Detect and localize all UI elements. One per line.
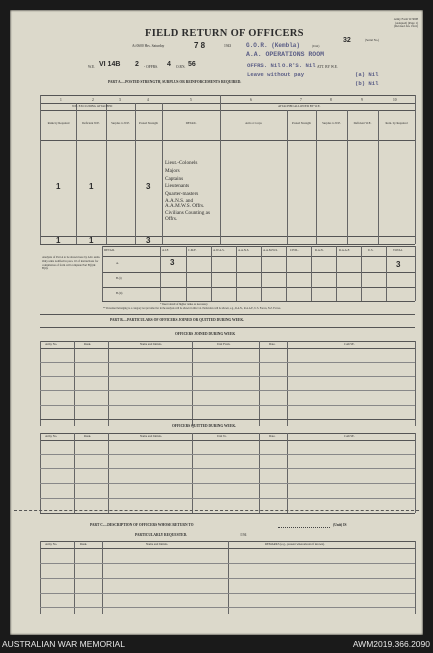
date-value: 7 8 [194, 41, 206, 50]
officers-label: - OFFRS. [144, 65, 158, 69]
form-ref-line: (Revised Jan. 1941) [394, 24, 418, 29]
joined-col: Unit From. [217, 342, 231, 346]
detail-head: R.A.A.F. [339, 248, 350, 252]
officers-value: 4 [167, 61, 171, 68]
posted-strength-value: 3 [146, 182, 151, 191]
attached-allowed-header: ATTACHED ALLOWED BY W.E. [278, 104, 321, 108]
unit-blank [278, 527, 330, 528]
ors-label: O.R'S. [176, 65, 186, 69]
quitted-col: Rank. [84, 434, 92, 438]
form-reference [346, 18, 418, 29]
rank-item: Civilians Counting as Offrs. [165, 210, 210, 222]
leave-stamp: Leave without pay [247, 71, 305, 78]
part-a-title: PART A.—POSTED STRENGTH, SURPLUS OR REINFORCEMENTS REQUIRED. [108, 80, 242, 84]
detail-head: TOTAL [393, 248, 403, 252]
col-head: Rein. by Required [385, 121, 408, 125]
joined-col: Name and Initials. [140, 342, 163, 346]
quitted-col: Unit To. [217, 434, 227, 438]
footnote: ** Personnel belonging to a category not provided for in the analysis will be shown in this Col. Particulars will be shown, e.g., R.A.N., R.A.A.F., U.S. Forces, N.Z. Forces. [103, 307, 281, 310]
quitted-col: Name and Initials. [140, 434, 163, 438]
part-c-unit-is: (Unit) IS [333, 523, 347, 527]
detail-head: A.W.A.S. [213, 248, 225, 252]
leave-b-stamp: (b) Nil [355, 80, 379, 87]
col-head: Arm or Corps [245, 121, 262, 125]
rank-item: Lieut.-Colonels [165, 160, 198, 166]
aif-value: 3 [170, 258, 175, 267]
col-number: 4 [147, 98, 149, 102]
joined-col: CAUSE. [344, 342, 355, 346]
unit-label: (Unit) [312, 44, 320, 48]
detail-row-label: A. [116, 261, 119, 265]
form-title: FIELD RETURN OF OFFICERS [145, 28, 304, 39]
detail-head: DETAIL [104, 248, 115, 252]
time-label: At 0600 Hrs. Saturday [132, 44, 165, 48]
quitted-col: CAUSE. [344, 434, 355, 438]
col-head: Deficient W.E. [82, 121, 100, 125]
footer-institution: AUSTRALIAN WAR MEMORIAL [2, 639, 125, 649]
rank-list [165, 160, 217, 222]
rank-required-value: 1 [56, 182, 61, 191]
detail-head: R.A.N. [315, 248, 324, 252]
joined-title: OFFICERS JOINED DURING WEEK [175, 332, 236, 336]
col-number: 7 [300, 98, 302, 102]
rank-item: Captains [165, 175, 184, 182]
col-number: 3 [119, 98, 121, 102]
col-head: Rank by Required [47, 121, 70, 125]
detail-row-label: B.(ii) [116, 291, 123, 295]
col-number: 8 [330, 98, 332, 102]
unit-stamp: G.O.R. (Kembla) [246, 42, 301, 49]
we-excluding-header: W.E. EXCLUDING ATTACHED [72, 104, 113, 108]
analysis-note: Analysis of Part A to be shown here by ALL units. Only units notified in para. 10 of instructions for compilation of form will complete Part B(i) & B(ii). [42, 255, 101, 271]
col-head: Deficient W.E. [353, 121, 372, 125]
col-number: 6 [250, 98, 252, 102]
footer-accession-number: AWM2019.366.2090 [352, 639, 430, 649]
rank-item: Majors [165, 167, 180, 174]
joined-col: Rank. [84, 342, 92, 346]
detail-row-label: B.(i) [116, 276, 122, 280]
ors-nil-stamp: O.R'S. Nil [282, 62, 316, 69]
serial-number-value: 32 [343, 37, 351, 44]
col-number: 5 [190, 98, 192, 102]
col-number: 10 [393, 98, 397, 102]
we-value-2: 2 [135, 61, 139, 68]
serial-number-label: (Serial No.) [365, 38, 380, 42]
part-c-col: REMARKS (e.g., present whereabouts if known). [265, 542, 325, 546]
part-c-requested: PARTICULARLY REQUESTED. [135, 533, 188, 537]
part-c-title: PART C.—DESCRIPTION OF OFFICERS WHOSE RETURN TO [90, 523, 194, 527]
deficient-value: 1 [89, 182, 94, 191]
joined-col: Army No. [45, 342, 58, 346]
total-deficient-value: 1 [89, 236, 94, 245]
col-number: 1 [60, 98, 62, 102]
year-value: 1943 [224, 44, 232, 48]
detail-head: C.M.F. [188, 248, 197, 252]
part-b-title: PART B.—PARTICULARS OF OFFICERS JOINED OR QUITTED DURING WEEK. [110, 318, 245, 322]
col-head: Posted Strength [139, 121, 158, 125]
part-c-col: Rank. [80, 542, 88, 546]
part-c-col: Army No. [45, 542, 58, 546]
we-value: VI 14B [99, 61, 121, 68]
detail-head: CIVIL. [290, 248, 299, 252]
attached-label: ATT. BY W.E. [317, 65, 338, 69]
quitted-title: OFFICERS QUITTED DURING WEEK. [172, 424, 237, 428]
joined-col: Date. [269, 342, 276, 346]
detail-head: U.S. [368, 248, 374, 252]
leave-a-stamp: (a) Nil [355, 71, 379, 78]
total-posted-value: 3 [146, 236, 151, 245]
footnote: * Insert detail of higher ranks as necessary. [160, 303, 209, 306]
col-head: Surplus to W.E. [111, 121, 130, 125]
total-analysis-value: 3 [396, 260, 401, 269]
we-label: W.E. [88, 65, 96, 69]
detail-head: A.A.M.W.S. [263, 248, 278, 252]
operations-room-stamp: A.A. OPERATIONS ROOM [246, 51, 325, 58]
form-ref-line: (Adapted) (Page 1) [395, 20, 418, 25]
detail-head: A.I.F. [162, 248, 169, 252]
total-required-value: 1 [56, 236, 61, 245]
quitted-col: Army No. [45, 434, 58, 438]
document-page [10, 10, 423, 635]
form-ref-line: Army Form W.3008 [393, 17, 418, 21]
rank-item: A.A.N.S. and A.A.M.W.S. Offrs. [165, 197, 205, 210]
col-number: 9 [361, 98, 363, 102]
detail-head: A.A.N.S. [238, 248, 250, 252]
col-number: 2 [92, 98, 94, 102]
part-c-year: /194 [240, 533, 247, 537]
rank-item: Lieutenants [165, 183, 190, 190]
col-head: Surplus to W.E. [322, 121, 341, 125]
offrs-nil-stamp: OFFRS. Nil [247, 62, 281, 69]
part-c-col: Name and Initials. [146, 542, 169, 546]
ors-value: 56 [188, 61, 196, 68]
col-head: DETAIL [185, 121, 197, 125]
rank-item: Quarter-masters [165, 191, 199, 198]
col-head: Posted Strength [292, 121, 311, 125]
quitted-col: Date. [269, 434, 276, 438]
